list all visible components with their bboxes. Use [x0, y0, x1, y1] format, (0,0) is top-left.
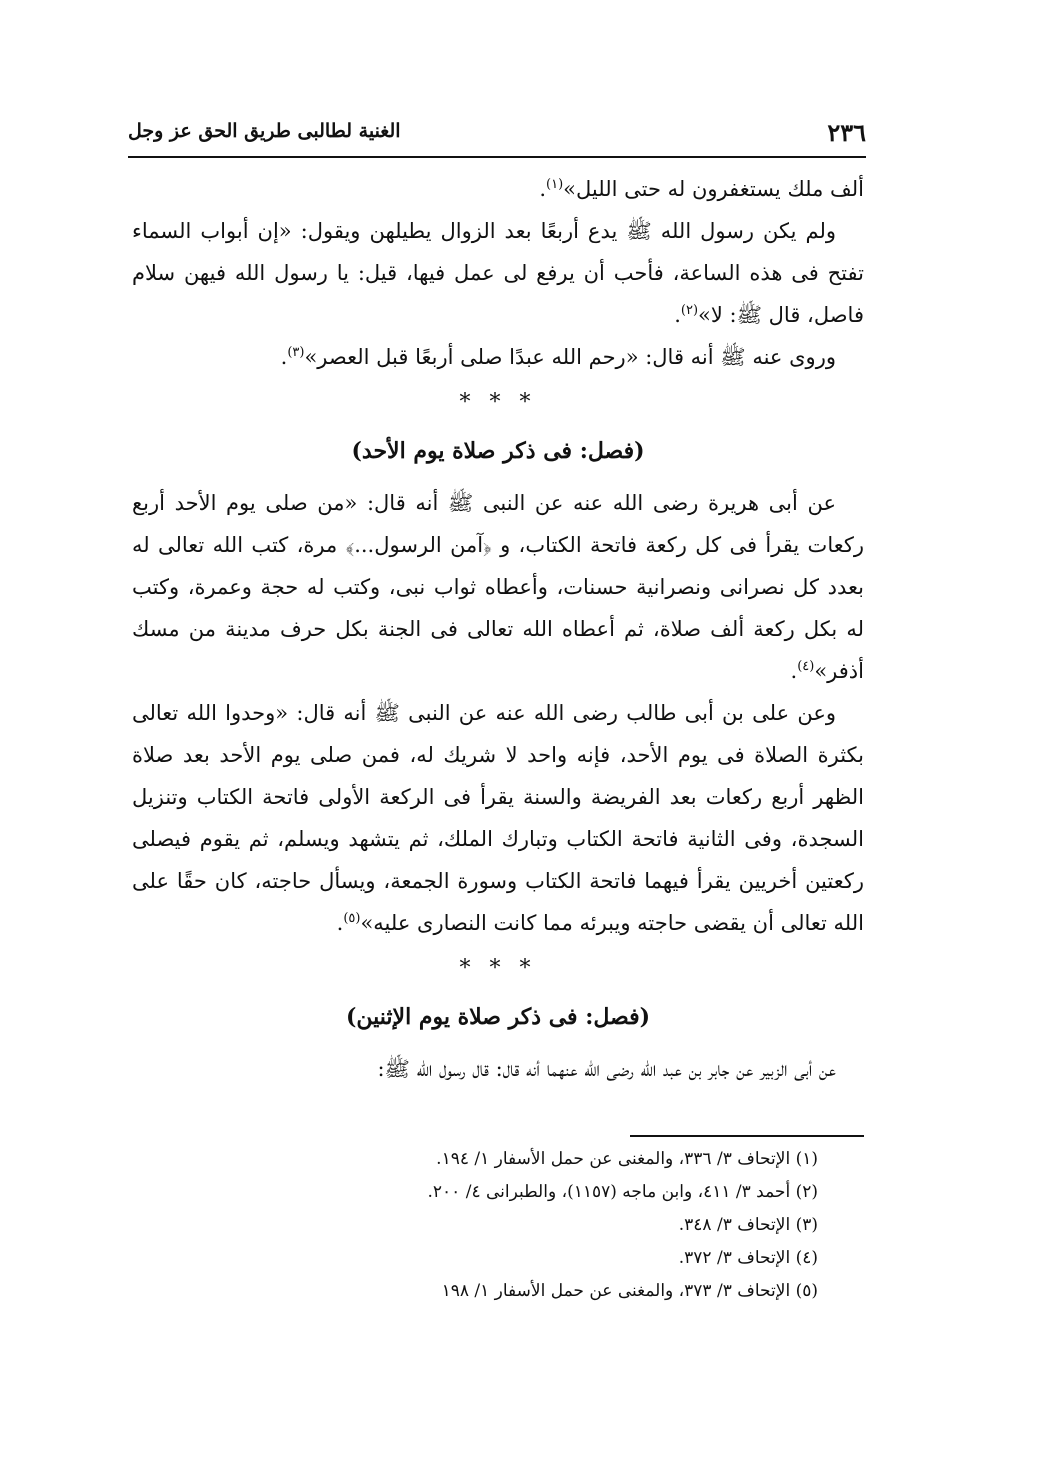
header-rule: [128, 156, 866, 158]
footnote-ref: (٣): [287, 345, 305, 360]
footnote-ref: (٢): [680, 303, 699, 318]
paragraph: وعن على بن أبى طالب رضى الله عنه عن النبى ﷺ أنه قال: «وحدوا الله تعالى بكثرة الصلاة فى يوم الأحد، فإنه واحد لا شريك له، فمن صلى يوم الأحد بعد صلاة الظهر أربع ركعات بعد الفريضة والسنة يقرأ فى الركعة الأولى فاتحة الكتاب وتنزيل السجدة، وفى الثانية فاتحة الكتاب وتبارك الملك، ثم يتشهد ويسلم، ثم يقوم فيصلى ركعتين أخريين يقرأ فيهما فاتحة الكتاب وسورة الجمعة، ويسأل حاجته، كان حقًا على الله تعالى أن يقضى حاجته ويبرئه مما كانت النصارى عليه»$^{(٥)}$.: [132, 701, 864, 935]
section-heading-monday: (فصل: فى ذكر صلاة يوم الإثنين): [345, 1004, 650, 1030]
footnote-ref: (١): [546, 177, 564, 192]
footnotes: [132, 1143, 864, 1308]
paragraph: عن أبى الزبير عن جابر بن عبد الله رضى الله عنهما أنه قال: قال رسول الله ﷺ:: [377, 1057, 836, 1081]
paragraph: ألف ملك يستغفرون له حتى الليل»$^{(١)}$.: [539, 177, 864, 201]
footnote-ref: (٥): [343, 911, 361, 926]
paragraph: وروى عنه ﷺ أنه قال: «رحم الله عبدًا صلى أربعًا قبل العصر»$^{(٣)}$.: [280, 345, 836, 369]
book-title: الغنية لطالبى طريق الحق عز وجل: [128, 120, 401, 142]
paragraph: عن أبى هريرة رضى الله عنه عن النبى ﷺ أنه قال: «من صلى يوم الأحد أربع ركعات يقرأ فى كل ركعة فاتحة الكتاب، و ﴿آمن الرسول...﴾ مرة، كتب الله تعالى له بعدد كل نصرانى ونصرانية حسنات، وأعطاه ثواب نبى، وكتب له حجة وعمرة، وكتب له بكل ركعة ألف صلاة، ثم أعطاه الله تعالى فى الجنة بكل حرف مدينة من مسك أذفر»$^{(٤)}$.: [132, 491, 864, 683]
footnote: (٤) الإتحاف ٣/ ٣٧٢.: [678, 1248, 818, 1268]
section-separator: * * *: [459, 956, 537, 981]
section-separator: * * *: [459, 390, 537, 415]
running-header: [128, 118, 866, 148]
footnote-ref: (٤): [797, 659, 815, 674]
page-number: ٢٣٦: [827, 118, 866, 147]
footnote-rule: [630, 1135, 864, 1137]
paragraph: ولم يكن رسول الله ﷺ يدع أربعًا بعد الزوال يطيلهن ويقول: «إن أبواب السماء تفتح فى هذه الساعة، فأحب أن يرفع لى عمل فيها، قيل: يا رسول الله فيهن سلام فاصل، قال ﷺ: لا»$^{(٢)}$.: [132, 219, 864, 327]
footnote: (٥) الإتحاف ٣/ ٣٧٣، والمغنى عن حمل الأسفار ١/ ١٩٨: [441, 1281, 818, 1301]
footnote: (١) الإتحاف ٣/ ٣٣٦، والمغنى عن حمل الأسفار ١/ ١٩٤.: [436, 1149, 818, 1169]
section-heading-sunday: (فصل: فى ذكر صلاة يوم الأحد): [351, 438, 645, 464]
footnote: (٢) أحمد ٣/ ٤١١، وابن ماجه (١١٥٧)، والطبرانى ٤/ ٢٠٠.: [427, 1182, 818, 1202]
footnote: (٣) الإتحاف ٣/ ٣٤٨.: [678, 1215, 818, 1235]
main-text: [132, 168, 864, 1090]
